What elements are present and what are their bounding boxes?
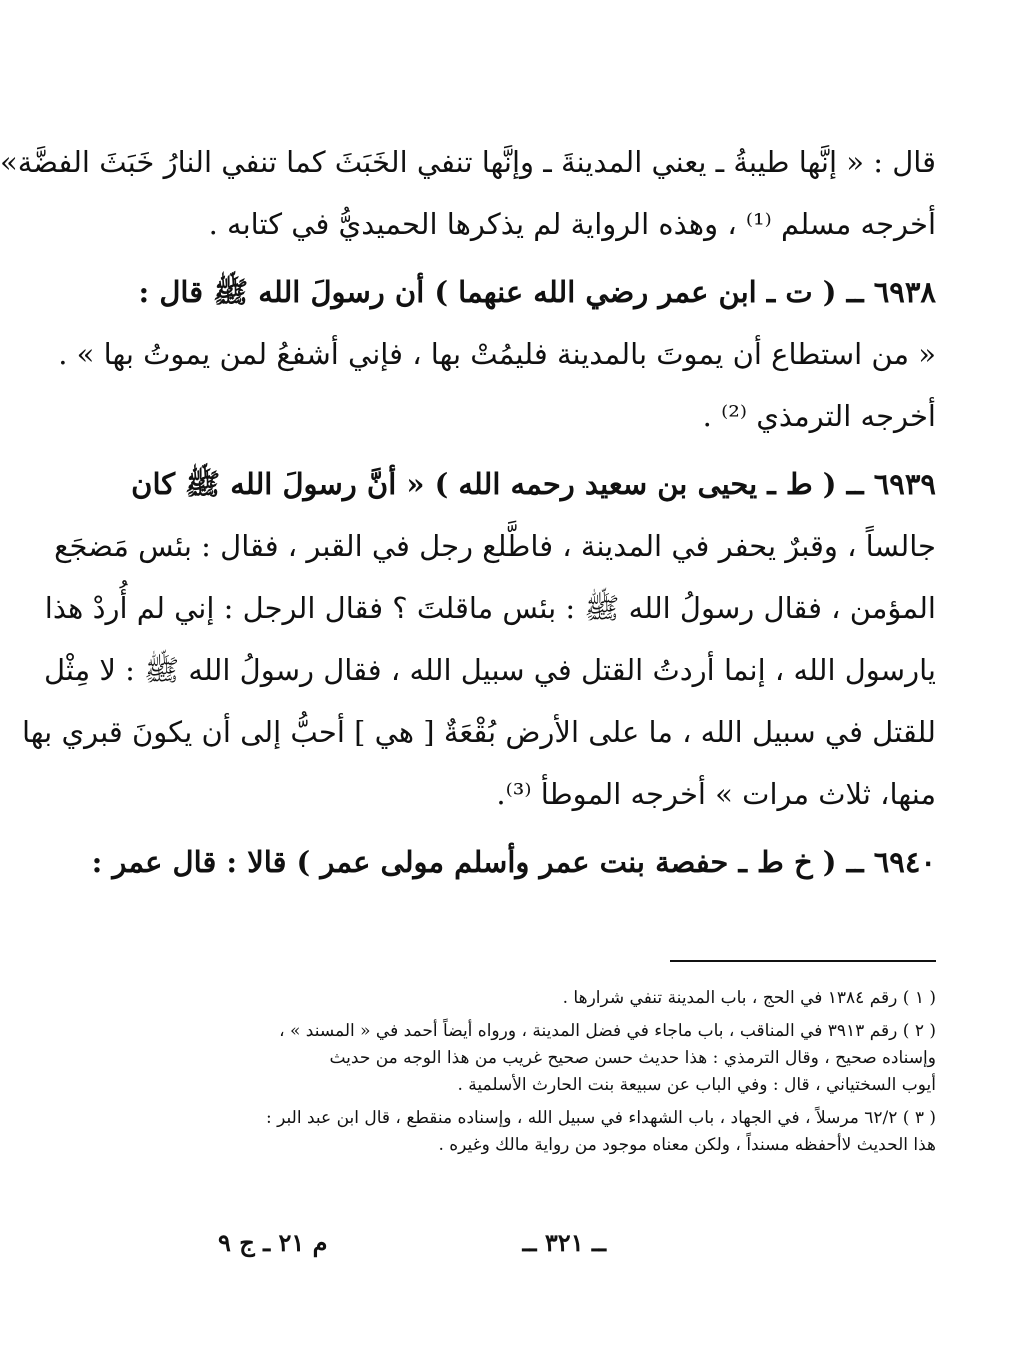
text-line: أخرجه الترمذي ⁽²⁾ . bbox=[702, 399, 936, 433]
text-line: للقتل في سبيل الله ، ما على الأرض بُقْعَةٌ [ هي ] أحبُّ إلى أن يكونَ قبري بها bbox=[21, 715, 936, 749]
footnote-line: هذا الحديث لاأحفظه مسنداً ، ولكن معناه موجود من رواية مالك وغيره . bbox=[438, 1135, 936, 1155]
footnote-line: أيوب السختياني ، قال : وفي الباب عن سبيعة بنت الحارث الأسلمية . bbox=[457, 1075, 936, 1095]
footnote-line: ( ٢ ) رقم ٣٩١٣ في المناقب ، باب ماجاء في فضل المدينة ، ورواه أيضاً أحمد في « المسند » ، bbox=[279, 1021, 936, 1041]
page-footer bbox=[200, 1228, 936, 1268]
text-line: يارسول الله ، إنما أردتُ القتل في سبيل الله ، فقال رسولُ الله ﷺ : لا مِثْل bbox=[43, 653, 936, 687]
text-line: جالساً ، وقبرٌ يحفر في المدينة ، فاطَّلع رجل في القبر ، فقال : بئس مَضجَع bbox=[54, 529, 936, 563]
printer-signature: م ٢١ ـ ج ٩ bbox=[218, 1228, 328, 1257]
text-line: أخرجه مسلم ⁽¹⁾ ، وهذه الرواية لم يذكرها الحميديُّ في كتابه . bbox=[208, 207, 936, 241]
footnote-line: وإسناده صحيح ، وقال الترمذي : هذا حديث حسن صحيح غريب من هذا الوجه من حديث bbox=[329, 1048, 936, 1068]
text-line: المؤمن ، فقال رسولُ الله ﷺ : بئس ماقلتَ ؟ فقال الرجل : إني لم أُردْ هذا bbox=[44, 591, 936, 625]
page-number: ــ ٣٢١ ــ bbox=[522, 1228, 606, 1257]
hadith-heading-6940: ٦٩٤٠ ــ ( خ ط ـ حفصة بنت عمر وأسلم مولى عمر ) قالا : قال عمر : bbox=[91, 845, 936, 879]
hadith-heading-6938: ٦٩٣٨ ــ ( ت ـ ابن عمر رضي الله عنهما ) أن رسولَ الله ﷺ قال : bbox=[138, 275, 936, 309]
footnotes-block bbox=[196, 985, 936, 1159]
footnote-line: ( ١ ) رقم ١٣٨٤ في الحج ، باب المدينة تنفي شرارها . bbox=[562, 988, 936, 1008]
hadith-heading-6939: ٦٩٣٩ ــ ( ط ـ يحيى بن سعيد رحمه الله ) « أنَّ رسولَ الله ﷺ كان bbox=[131, 467, 936, 501]
text-line: منها، ثلاث مرات » أخرجه الموطأ ⁽³⁾. bbox=[496, 777, 936, 811]
footnote-divider bbox=[670, 960, 936, 962]
text-line: « من استطاع أن يموتَ بالمدينة فليمُتْ بها ، فإني أشفعُ لمن يموتُ بها » . bbox=[58, 337, 936, 371]
footnote-line: ( ٣ ) ٦٢/٢ مرسلاً ، في الجهاد ، باب الشهداء في سبيل الله ، وإسناده منقطع ، قال ابن عبد البر : bbox=[266, 1108, 936, 1128]
main-text-block bbox=[0, 142, 936, 882]
text-line: قال : « إنَّها طيبةُ ـ يعني المدينةَ ـ وإنَّها تنفي الخَبَثَ كما تنفي النارُ خَبَثَ الفضَّة» bbox=[0, 145, 936, 179]
